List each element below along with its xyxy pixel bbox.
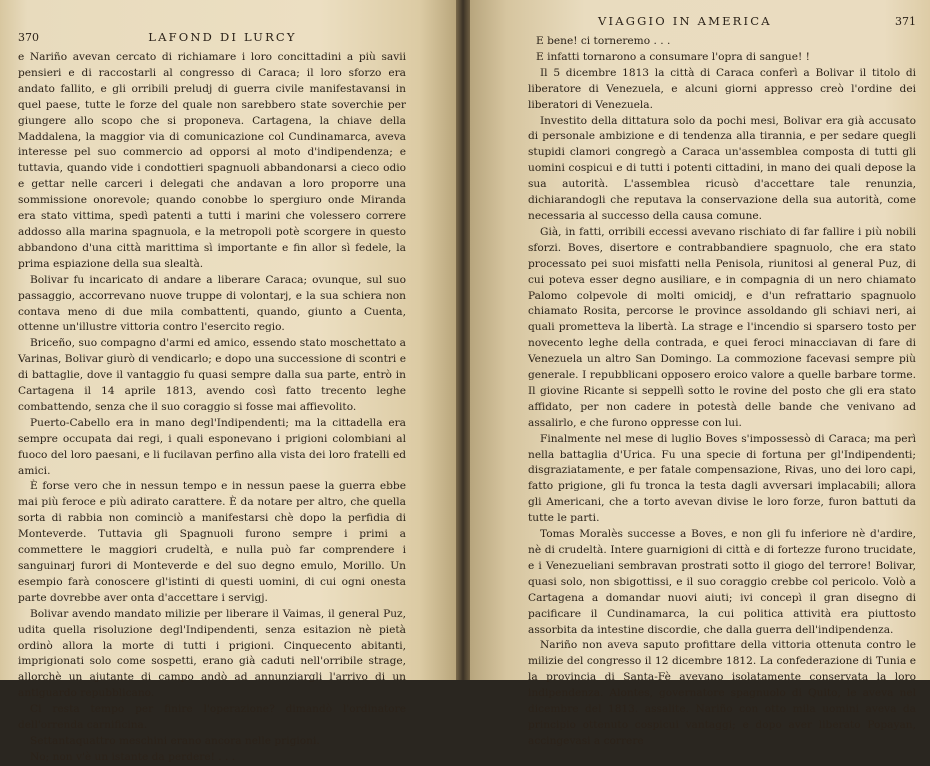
paragraph: Investito della dittatura solo da pochi mesi, Bolivar era già accusato di personale ambizione e di tendenza alla tirannia, e per sedare quegli stupidi clamori congregò a Caraca un'assemblea composta di tutti gli uomini cospicui e di tutti i potenti cittadini, in mano dei quali depose la sua autorità. L'assemblea ricusò d'accettare tale renunzia, dichiarandogli che reputava la conservazione della sua autorità, come necessaria al successo della causa comune. [528,114,916,222]
book-gutter [456,0,470,680]
paragraph: E bene! ci torneremo . . . [536,35,671,47]
paragraph: E infatti tornarono a consumare l'opra di sangue! ! [536,50,810,63]
right-running-head [528,14,916,28]
left-body-text [18,50,406,766]
left-page-number: 370 [18,31,39,44]
paragraph: Bolivar avendo mandato milizie per liberare il Vaimas, il general Puz, udita quella risoluzione degl'Indipendenti, senza esitazion nè pietà ordinò allora la morte di tutti i prigioni. Cinquecento abitanti, imprigionati solo come sospetti, erano già caduti nell'orribile strage, allorchè un ajutante di campo andò ad annunziargli l'arrivo di un antiguardo repubblicano. [18,607,406,700]
right-page [470,0,930,747]
left-running-title: LAFOND DI LURCY [148,30,297,44]
paragraph: Il 5 dicembre 1813 la città di Caraca conferì a Bolivar il titolo di liberatore di Venezuela, e alcuni giorni appresso creò l'ordine dei liberatori di Venezuela. [528,66,916,111]
left-running-head [18,30,406,44]
paragraph: Settantaquattro meschini erano ancora nelle prigioni. [30,734,320,747]
paragraph: No; non v'è un istante da perdere! . . . [30,750,236,763]
paragraph: Ci resta tempo per finire l'operazione? dimandò l'ordinatore dell'orrenda carnificina. [18,703,406,732]
paragraph: Finalmente nel mese di luglio Boves s'impossessò di Caraca; ma perì nella battaglia d'Urica. Fu una specie di fortuna per gl'Indipendenti; disgraziatamente, e per fatale compensazione, Rivas, uno dei loro capi, fatto prigione, gli fu tronca la testa dagli avversari implacabili; allora gli Americani, che a torto avevan divise le loro forze, furon battuti da tutte le parti. [528,432,916,525]
paragraph: È forse vero che in nessun tempo e in nessun paese la guerra ebbe mai più feroce e più adirato carattere. È da notare per altro, che quella sorta di rabbia non cominciò a manifestarsi chè dopo la perfidia di Monteverde. Tuttavia gli Spagnuoli furono sempre i primi a commettere le maggiori crudeltà, e nulla può far comprendere i sanguinarj furori di Monteverde e del suo degno emulo, Morillo. Un esempio farà conoscere gl'istinti di questi uomini, di cui ogni onesta parte dovrebbe aver onta d'accettare i servigj. [18,480,406,604]
paragraph: Bolivar fu incaricato di andare a liberare Caraca; ovunque, sul suo passaggio, accorrevano nuove truppe di volontarj, e la sua schiera non contava meno di due mila combattenti, quando, giunto a Cuenta, ottenne un'illustre vittoria contro l'esercito regio. [18,273,406,334]
right-body-text [528,34,916,750]
paragraph: Tomas Moralès successe a Boves, e non gli fu inferiore nè d'ardire, nè di crudeltà. Intere guarnigioni di città e di fortezze furono trucidate, e i Venezueliani sembravan prostrati sotto il giogo del terrore! Bolivar, quasi solo, non sbigottissi, e il suo coraggio crebbe col pericolo. Volò a Cartagena a domandar nuovi aiuti; ivi concepì il gran disegno di pacificare il Cundinamarca, la cui politica attività era piuttosto assorbita da intestine discordie, che dalla guerra dell'indipendenza. [528,528,916,636]
paragraph: Già, in fatti, orribili eccessi avevano rischiato di far fallire i più nobili sforzi. Boves, disertore e contrabbandiere spagnuolo, che era stato processato pei suoi misfatti nella Penisola, riunitosi al general Puz, di cui poteva esser degno ausiliare, e in compagnia di un nero chiamato Palomo colpevole di molti omicidj, e d'un refrattario spagnuolo chiamato Rosita, percorse le province assoldando gli schiavi neri, ai quali prometteva la libertà. La strage e l'incendio si sparsero tosto per novecento leghe della contrada, e quei feroci minacciavan di fare di Venezuela un altro San Domingo. La commozione facevasi sempre più generale. I repubblicani opposero eroico valore a quelle barbare torme. Il giovine Ricante si seppellì sotto le rovine del posto che gli era stato affidato, per non cadere in potestà delle bande che venivano ad assalirlo, e che furono oppresse con lui. [528,225,916,429]
paragraph: Briceño, suo compagno d'armi ed amico, essendo stato moschettato a Varinas, Bolivar giurò di vendicarlo; e dopo una successione di scontri e di battaglie, dove il vantaggio fu quasi sempre dalla sua parte, entrò in Cartagena il 14 aprile 1813, avendo così fatto trecento leghe combattendo, senza che il suo coraggio si fosse mai affievolito. [18,337,406,413]
paragraph: Puerto-Cabello era in mano degl'Indipendenti; ma la cittadella era sempre occupata dai regi, i quali esponevano i prigioni colombiani al fuoco del loro paesani, e li fucilavan perfino alla vista dei loro fratelli ed amici. [18,416,406,477]
left-page [0,0,456,763]
paragraph: Nariño non aveva saputo profittare della vittoria ottenuta contro le milizie del congresso il 12 dicembre 1812. La confederazione di Tunia e la provincia di Santa-Fè avevano isolatamente conservata la loro indipendenza. Alontes, governatore spagnuolo di Quito, le aveva nel dicembre del 1813. assalite. Nariño con otto mila uomini aveva da principio ottenuto cospicui vantaggi; e dopo aver liberato Popayan, accingevasi a correre [528,639,916,747]
paragraph: e Nariño avevan cercato di richiamare i loro concittadini a più savii pensieri e di raccostarli al congresso di Caraca; il loro sforzo era andato fallito, e gli orribili preludj di guerra civile manifestavansi in quel paese, tutte le forze del quale non sarebbero state soverchie per giungere allo scopo che si proponeva. Cartagena, la chiave della Maddalena, la maggior via di comunicazione col Cundinamarca, aveva interesse pel suo commercio ad opporsi al moto d'indipendenza; e tuttavia, quando vide i condottieri spagnuoli abbandonarsi a cieco odio e gettar nelle carceri i delegati che andavan a loro proporre una sommissione onorevole; quando conobbe lo spergiuro onde Miranda era stato vittima, spedì patenti a tutti i marini che volessero correre addosso alla marina spagnuola, e la metropoli potè scorgere in questo abbandono d'una città marittima sì importante e fin allor sì fedele, la prima espiazione della sua slealtà. [18,51,406,270]
right-running-title: VIAGGIO IN AMERICA [598,14,772,28]
right-page-number: 371 [895,15,916,28]
